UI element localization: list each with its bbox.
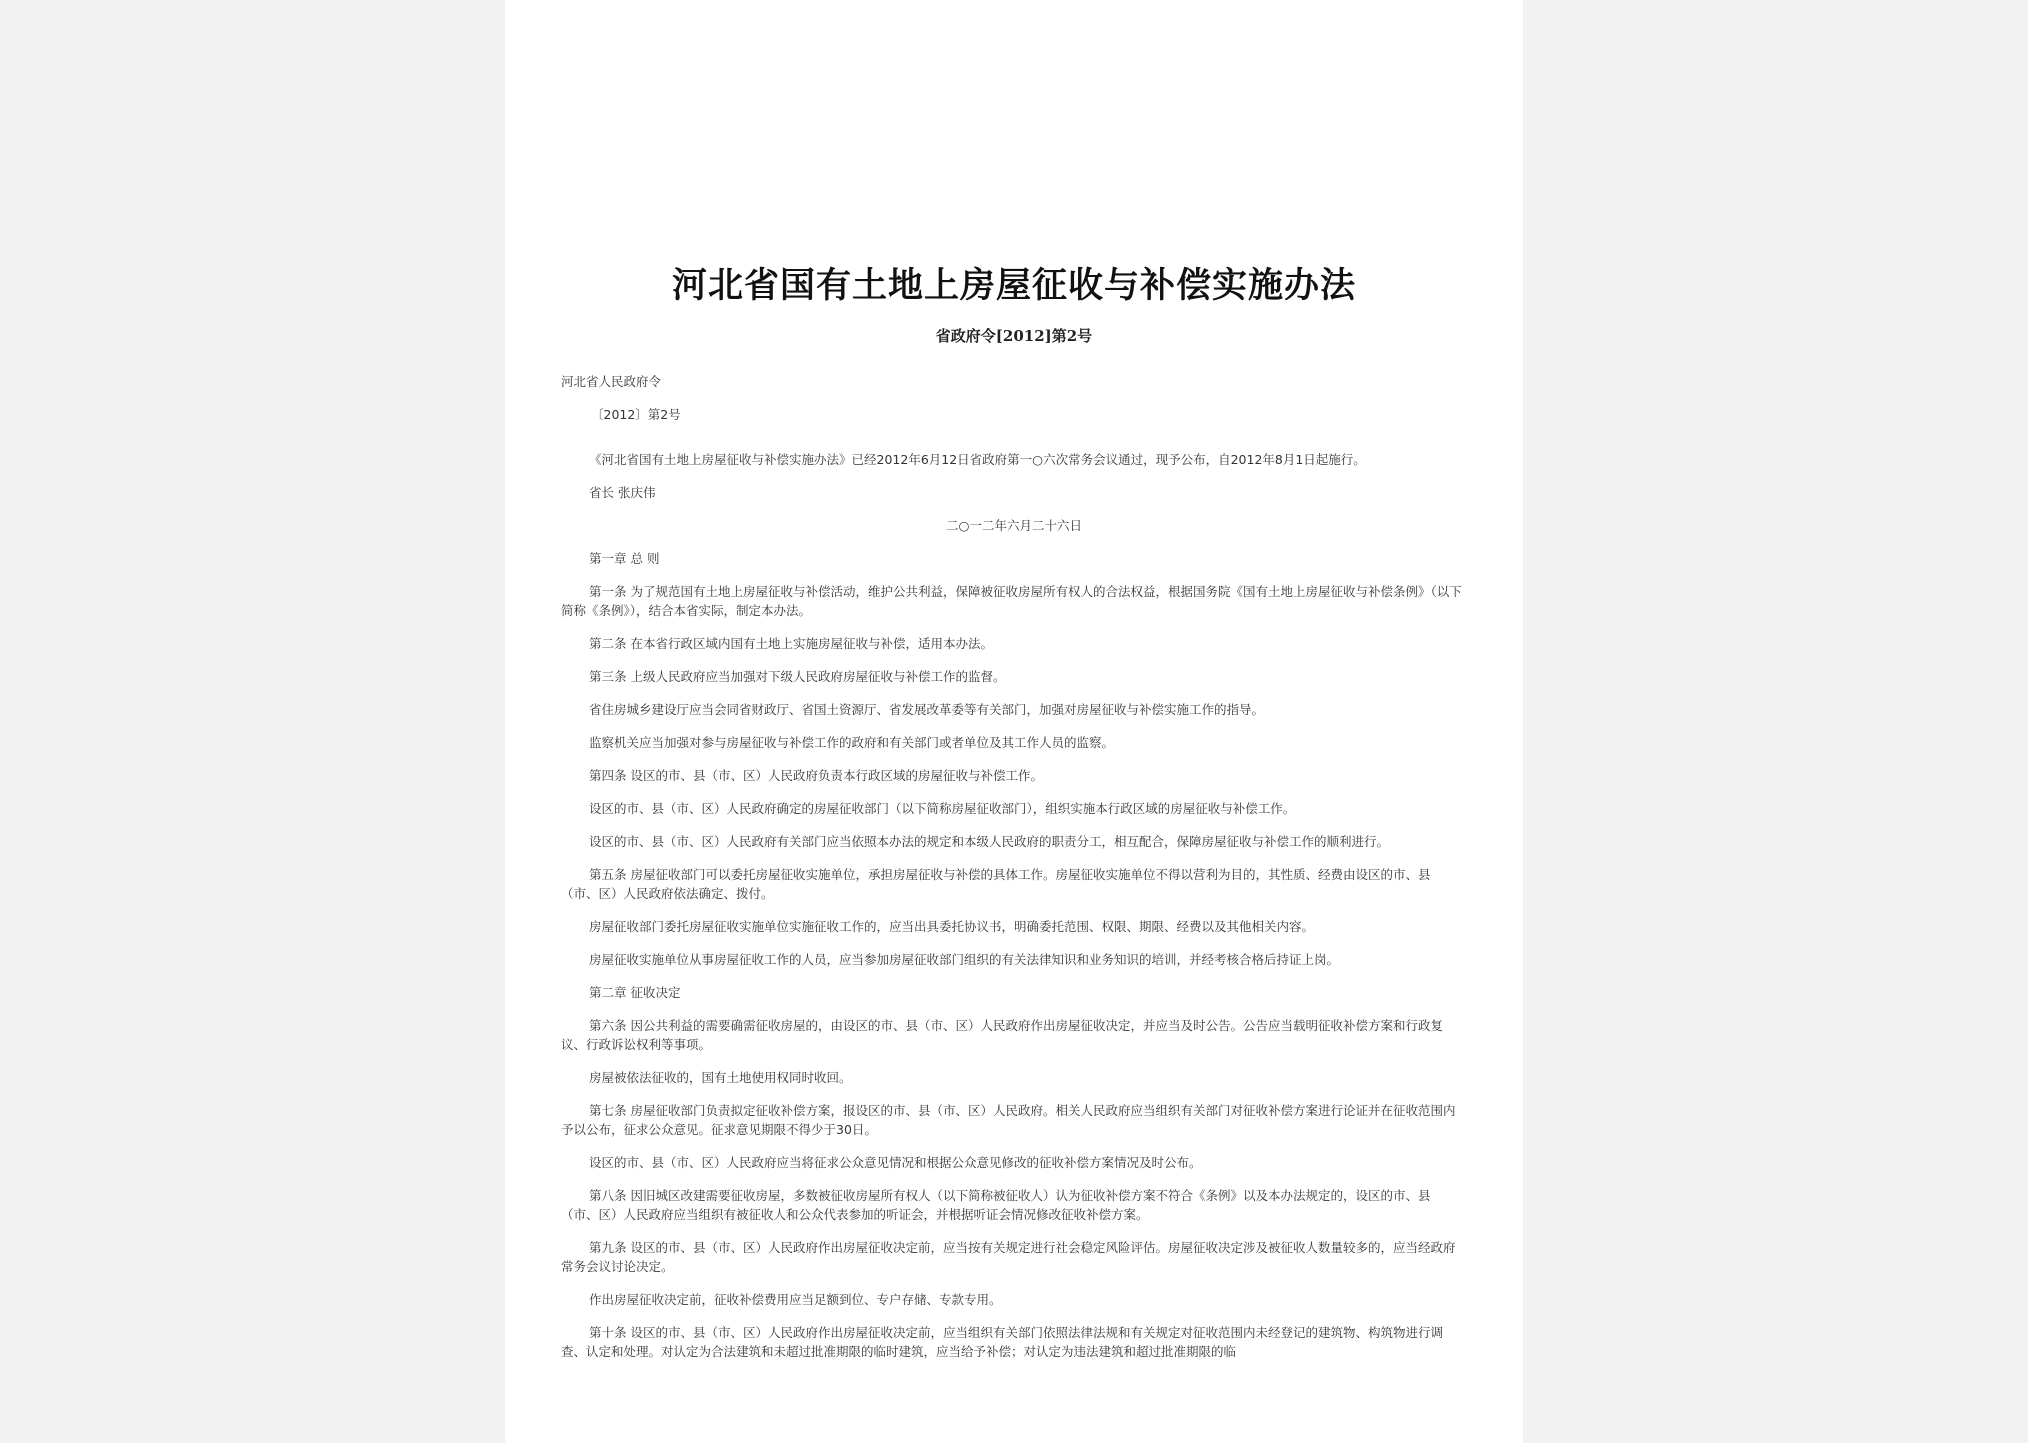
article-paragraph: 第八条 因旧城区改建需要征收房屋，多数被征收房屋所有权人（以下简称被征收人）认为征收补偿方案不符合《条例》以及本办法规定的，设区的市、县（市、区）人民政府应当组织有被征收人和公众代表参加的听证会，并根据听证会情况修改征收补偿方案。: [561, 1188, 1431, 1222]
chapter-heading: 第一章 总 则: [589, 551, 660, 566]
article-paragraph: 设区的市、县（市、区）人民政府有关部门应当依照本办法的规定和本级人民政府的职责分工，相互配合，保障房屋征收与补偿工作的顺利进行。: [589, 834, 1390, 849]
article-paragraph: 第十条 设区的市、县（市、区）人民政府作出房屋征收决定前，应当组织有关部门依照法律法规和有关规定对征收范围内未经登记的建筑物、构筑物进行调查、认定和处理。对认定为合法建筑和未超过批准期限的临时建筑，应当给予补偿；对认定为违法建筑和超过批准期限的临: [561, 1325, 1443, 1359]
article-paragraph: 设区的市、县（市、区）人民政府应当将征求公众意见情况和根据公众意见修改的征收补偿方案情况及时公布。: [589, 1155, 1202, 1170]
preamble: 《河北省国有土地上房屋征收与补偿实施办法》已经2012年6月12日省政府第一○六次常务会议通过，现予公布，自2012年8月1日起施行。: [589, 452, 1366, 467]
article-paragraph: 作出房屋征收决定前，征收补偿费用应当足额到位、专户存储、专款专用。: [589, 1292, 1002, 1307]
document-body: [561, 372, 1467, 1375]
document-page: [505, 0, 1523, 1443]
article-paragraph: 第三条 上级人民政府应当加强对下级人民政府房屋征收与补偿工作的监督。: [589, 669, 1006, 684]
order-number: 〔2012〕第2号: [591, 407, 681, 422]
article-paragraph: 第一条 为了规范国有土地上房屋征收与补偿活动，维护公共利益，保障被征收房屋所有权人的合法权益，根据国务院《国有土地上房屋征收与补偿条例》（以下简称《条例》），结合本省实际，制定本办法。: [561, 584, 1462, 618]
article-paragraph: 第九条 设区的市、县（市、区）人民政府作出房屋征收决定前，应当按有关规定进行社会稳定风险评估。房屋征收决定涉及被征收人数量较多的，应当经政府常务会议讨论决定。: [561, 1240, 1456, 1274]
document-subtitle: 省政府令[2012]第2号: [935, 327, 1093, 345]
article-paragraph: 第二条 在本省行政区域内国有土地上实施房屋征收与补偿，适用本办法。: [589, 636, 993, 651]
article-paragraph: 第四条 设区的市、县（市、区）人民政府负责本行政区域的房屋征收与补偿工作。: [589, 768, 1043, 783]
article-paragraph: 第七条 房屋征收部门负责拟定征收补偿方案，报设区的市、县（市、区）人民政府。相关人民政府应当组织有关部门对征收补偿方案进行论证并在征收范围内予以公布，征求公众意见。征求意见期限不得少于30日。: [561, 1103, 1456, 1137]
chapter-heading: 第二章 征收决定: [589, 985, 681, 1000]
article-paragraph: 设区的市、县（市、区）人民政府确定的房屋征收部门（以下简称房屋征收部门），组织实施本行政区域的房屋征收与补偿工作。: [589, 801, 1296, 816]
article-paragraph: 省住房城乡建设厅应当会同省财政厅、省国土资源厅、省发展改革委等有关部门，加强对房屋征收与补偿实施工作的指导。: [589, 702, 1265, 717]
article-paragraph: 监察机关应当加强对参与房屋征收与补偿工作的政府和有关部门或者单位及其工作人员的监察。: [589, 735, 1115, 750]
issuer-line: 河北省人民政府令: [561, 374, 662, 389]
issue-date: 二○一二年六月二十六日: [946, 518, 1082, 533]
signer: 省长 张庆伟: [589, 485, 656, 500]
article-paragraph: 房屋征收部门委托房屋征收实施单位实施征收工作的，应当出具委托协议书，明确委托范围、权限、期限、经费以及其他相关内容。: [589, 919, 1315, 934]
document-title: 河北省国有土地上房屋征收与补偿实施办法: [671, 265, 1356, 306]
article-paragraph: 房屋被依法征收的，国有土地使用权同时收回。: [589, 1070, 852, 1085]
article-paragraph: 房屋征收实施单位从事房屋征收工作的人员，应当参加房屋征收部门组织的有关法律知识和业务知识的培训，并经考核合格后持证上岗。: [589, 952, 1340, 967]
article-paragraph: 第六条 因公共利益的需要确需征收房屋的，由设区的市、县（市、区）人民政府作出房屋征收决定，并应当及时公告。公告应当载明征收补偿方案和行政复议、行政诉讼权利等事项。: [561, 1018, 1443, 1052]
article-paragraph: 第五条 房屋征收部门可以委托房屋征收实施单位，承担房屋征收与补偿的具体工作。房屋征收实施单位不得以营利为目的，其性质、经费由设区的市、县（市、区）人民政府依法确定、拨付。: [561, 867, 1431, 901]
